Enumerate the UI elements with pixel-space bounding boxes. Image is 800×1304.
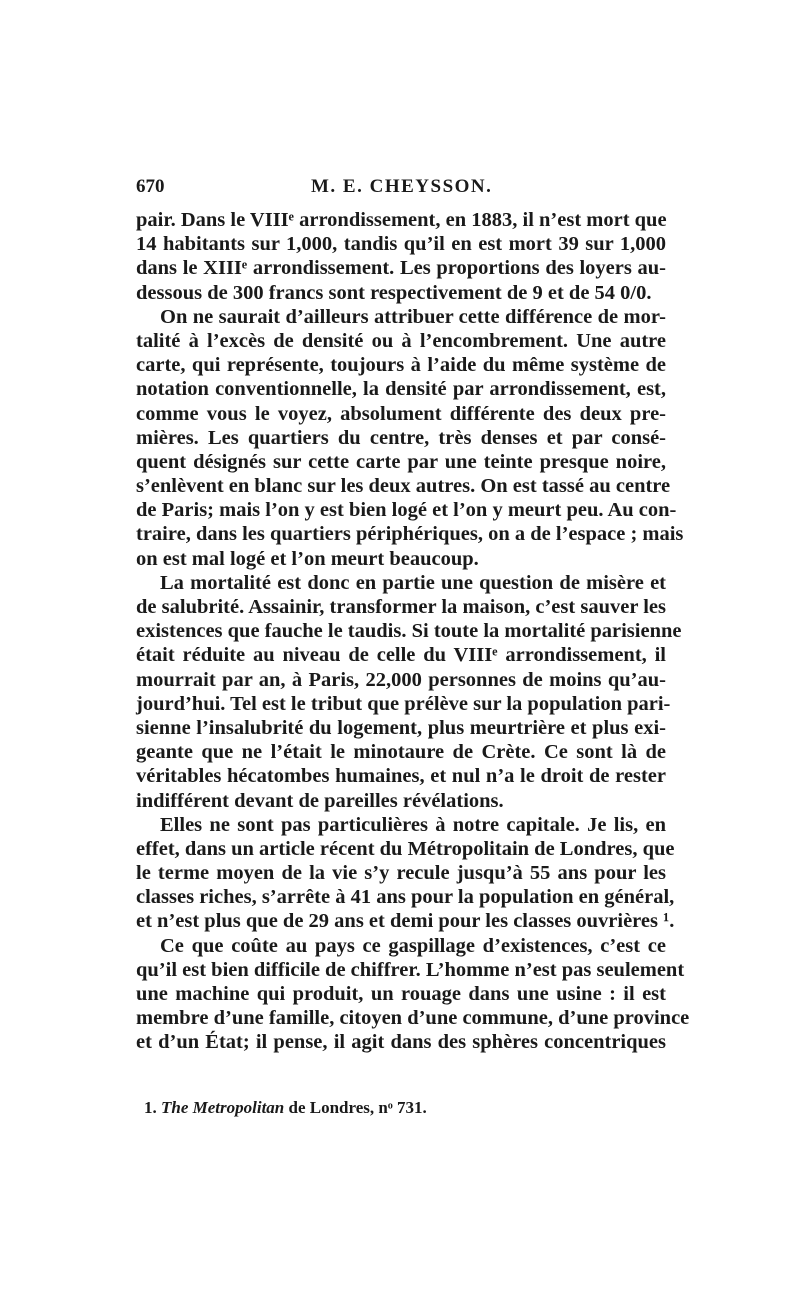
text-line: dans le XIIIᵉ arrondissement. Les proportions des loyers au- <box>136 257 666 280</box>
text-line: effet, dans un article récent du Métropolitain de Londres, que <box>136 837 675 860</box>
paragraph-start-line: On ne saurait d’ailleurs attribuer cette différence de mor- <box>160 305 666 328</box>
running-head: M. E. CHEYSSON. <box>311 176 493 197</box>
text-line: classes riches, s’arrête à 41 ans pour la population en général, <box>136 886 675 909</box>
text-line: carte, qui représente, toujours à l’aide du même système de <box>136 354 666 377</box>
text-line: le terme moyen de la vie s’y recule jusqu’à 55 ans pour les <box>136 862 666 885</box>
text-line: on est mal logé et l’on meurt beaucoup. <box>136 547 479 570</box>
text-line: mières. Les quartiers du centre, très denses et par consé- <box>136 426 666 449</box>
text-line: une machine qui produit, un rouage dans une usine : il est <box>136 983 666 1005</box>
text-line: sienne l’insalubrité du logement, plus meurtrière et plus exi- <box>136 716 666 739</box>
footnote-number: 1. <box>144 1098 157 1117</box>
text-line: jourd’hui. Tel est le tribut que prélève sur la population pari- <box>136 692 671 715</box>
text-line: s’enlèvent en blanc sur les deux autres. On est tassé au centre <box>136 475 671 498</box>
text-line: et n’est plus que de 29 ans et demi pour les classes ouvrières ¹. <box>136 910 675 933</box>
paragraph-start-line: La mortalité est donc en partie une question de misère et <box>160 571 666 594</box>
text-line: véritables hécatombes humaines, et nul n’a le droit de rester <box>136 765 666 788</box>
footnote-title: The Metropolitan <box>161 1098 285 1117</box>
body-text <box>136 208 690 1055</box>
text-line: et d’un État; il pense, il agit dans des sphères concentriques <box>136 1031 666 1054</box>
text-line: talité à l’excès de densité ou à l’encombrement. Une autre <box>136 329 666 352</box>
text-line: de salubrité. Assainir, transformer la maison, c’est sauver les <box>136 596 666 618</box>
text-line: dessous de 300 francs sont respectivement de 9 et de 54 0/0. <box>136 281 652 304</box>
text-line: notation conventionnelle, la densité par arrondissement, est, <box>136 378 666 401</box>
text-line: geante que ne l’était le minotaure de Crète. Ce sont là de <box>136 741 666 764</box>
text-line: quent désignés sur cette carte par une teinte presque noire, <box>136 450 666 473</box>
text-line: indifférent devant de pareilles révélations. <box>136 789 504 812</box>
text-line: membre d’une famille, citoyen d’une commune, d’une province <box>136 1007 690 1030</box>
text-line: traire, dans les quartiers périphériques, on a de l’espace ; mais <box>136 523 684 546</box>
text-line: pair. Dans le VIIIᵉ arrondissement, en 1883, il n’est mort que <box>136 209 667 231</box>
footnote <box>144 1098 474 1118</box>
text-line: comme vous le voyez, absolument différente des deux pre- <box>136 402 666 425</box>
paragraph-start-line: Ce que coûte au pays ce gaspillage d’existences, c’est ce <box>160 934 666 957</box>
page-header <box>136 176 666 200</box>
text-line: qu’il est bien difficile de chiffrer. L’homme n’est pas seulement <box>136 958 685 981</box>
paragraph-start-line: Elles ne sont pas particulières à notre capitale. Je lis, en <box>160 813 666 836</box>
text-line: 14 habitants sur 1,000, tandis qu’il en est mort 39 sur 1,000 <box>136 233 666 256</box>
footnote-text: de Londres, nᵒ 731. <box>284 1098 427 1117</box>
text-line: existences que fauche le taudis. Si toute la mortalité parisienne <box>136 620 682 643</box>
page-number: 670 <box>136 176 165 197</box>
text-line: était réduite au niveau de celle du VIIIᵉ arrondissement, il <box>136 644 666 667</box>
text-line: mourrait par an, à Paris, 22,000 personnes de moins qu’au- <box>136 668 666 691</box>
text-line: de Paris; mais l’on y est bien logé et l’on y meurt peu. Au con- <box>136 499 677 522</box>
